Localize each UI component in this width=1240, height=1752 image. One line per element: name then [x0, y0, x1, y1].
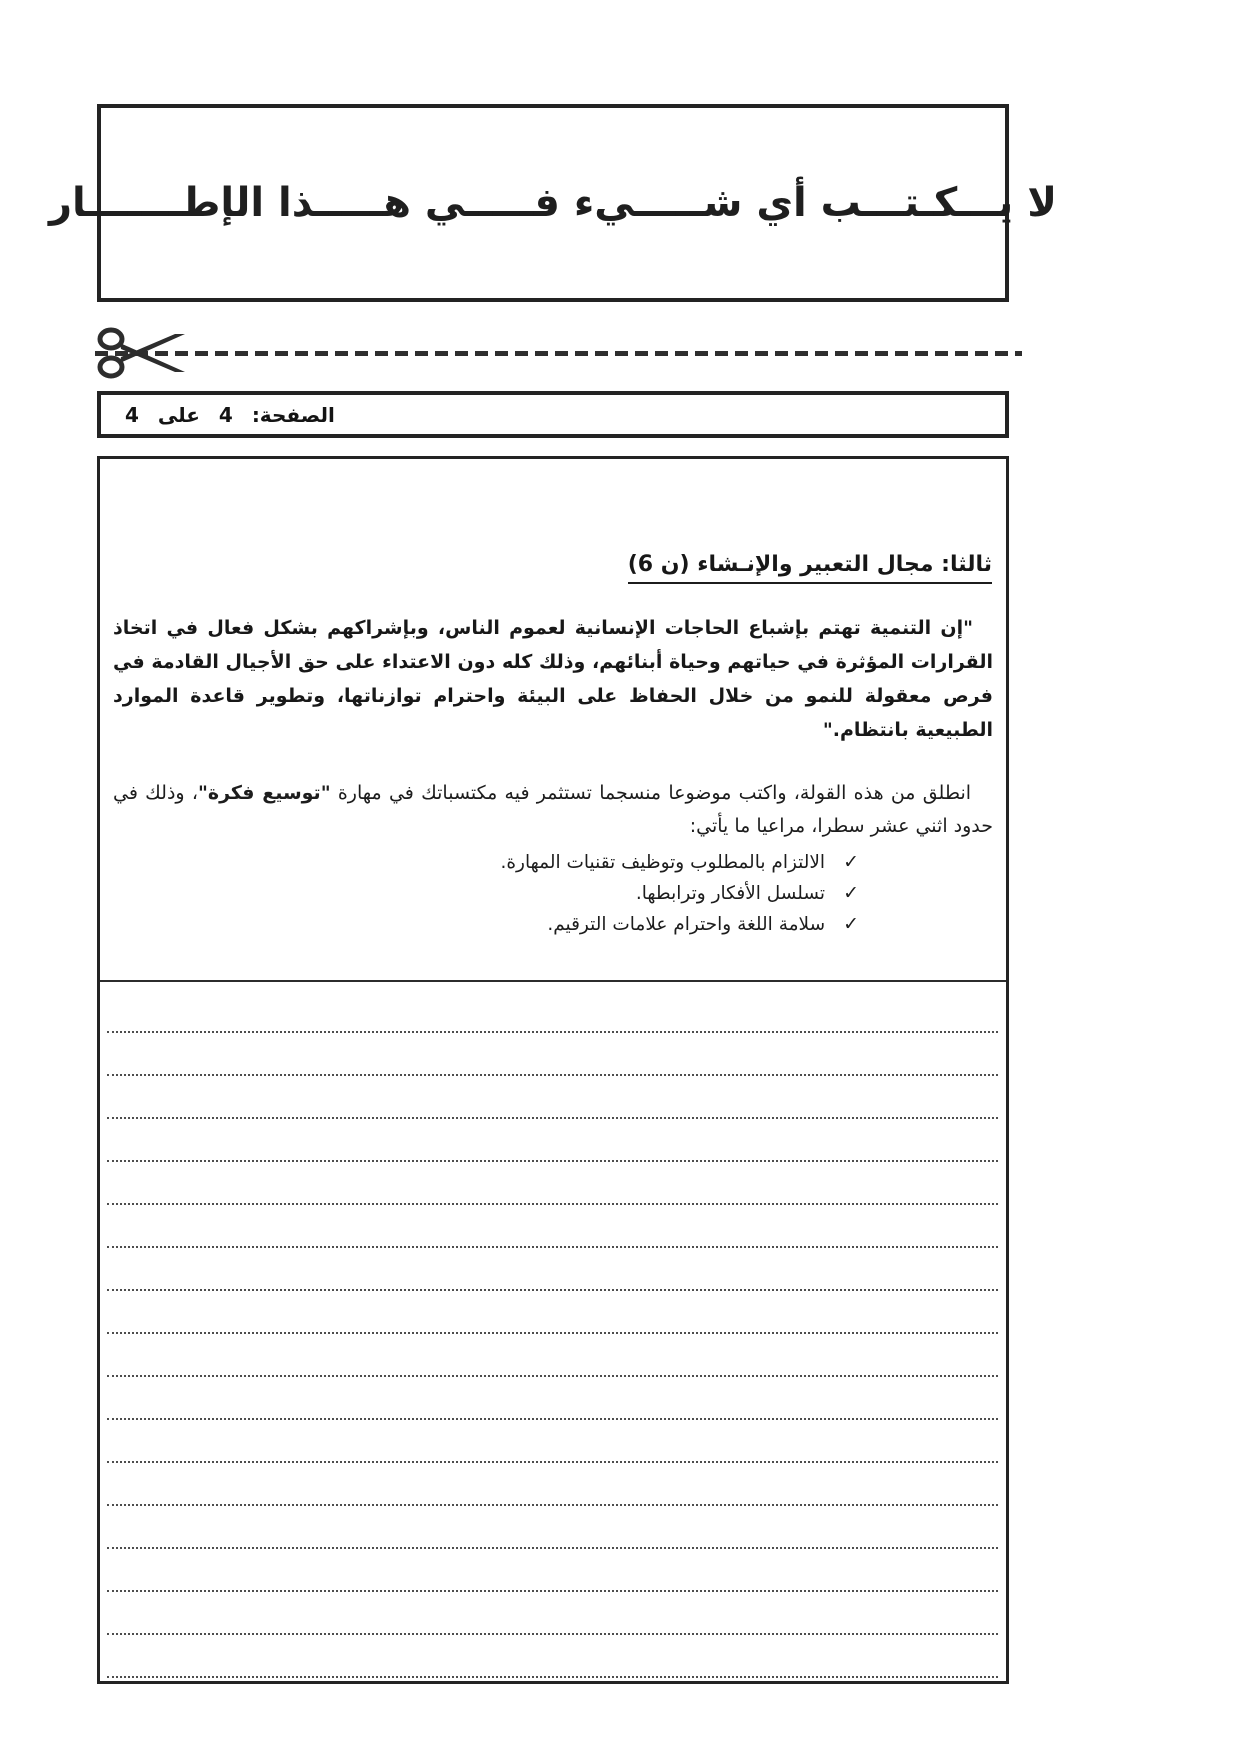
section-title-text: ثالثا: مجال التعبير والإنـشاء: [697, 552, 992, 577]
answer-line: [107, 1033, 998, 1076]
criteria-text: تسلسل الأفكار وترابطها.: [635, 883, 826, 904]
criteria-text: الالتزام بالمطلوب وتوظيف تقنيات المهارة.: [500, 852, 826, 873]
answer-line: [107, 1463, 998, 1506]
answer-divider: [100, 980, 1006, 982]
checkmark-icon: ✓: [843, 913, 859, 935]
page-of-word: على: [157, 402, 200, 427]
answer-line: [107, 1119, 998, 1162]
section-score: (6 ن): [627, 552, 690, 577]
cut-line: [95, 326, 1022, 380]
scissors-icon: [97, 327, 189, 379]
section-title: [100, 549, 992, 581]
criteria-item: [100, 878, 859, 909]
answer-line: [107, 1248, 998, 1291]
answer-line: [107, 1291, 998, 1334]
criteria-list: [100, 847, 859, 940]
answer-line: [107, 1549, 998, 1592]
answer-line: [107, 1205, 998, 1248]
instructions-paragraph: [113, 777, 993, 843]
answer-line: [107, 1506, 998, 1549]
page-number-label: [113, 403, 335, 427]
page-number-bar: [97, 391, 1009, 438]
answer-line: [107, 1334, 998, 1377]
checkmark-icon: ✓: [843, 882, 859, 904]
no-write-text: لا يـــكـتـــب أي شـــــيء فـــــي هـــــذا الإطـــــــار: [48, 180, 1058, 226]
answer-line: [107, 1162, 998, 1205]
skill-name: "توسيع فكرة": [197, 782, 331, 804]
checkmark-icon: ✓: [843, 851, 859, 873]
criteria-item: [100, 847, 859, 878]
answer-line: [107, 1377, 998, 1420]
answer-line: [107, 990, 998, 1033]
answer-line: [107, 1592, 998, 1635]
no-write-frame: [48, 104, 1058, 302]
page-word: الصفحة:: [251, 402, 335, 427]
answer-line: [107, 1635, 998, 1678]
page-current: 4: [218, 402, 233, 427]
answer-line: [107, 1076, 998, 1119]
composition-section: [97, 456, 1009, 1684]
criteria-text: سلامة اللغة واحترام علامات الترقيم.: [547, 914, 826, 935]
quote-paragraph: "إن التنمية تهتم بإشباع الحاجات الإنسانية لعموم الناس، وبإشراكهم بشكل فعال في اتخاذ القرارات المؤثرة في حياتهم وحياة أبنائهم، وذلك كله دون الاعتداء على حق الأجيال القادمة في فرص معقولة للنمو من خلال الحفاظ على البيئة واحترام توازناتها، وتطوير قاعدة الموارد الطبيعية بانتظام.": [113, 617, 993, 741]
page-total: 4: [125, 402, 139, 427]
instructions-part2: ، وذلك في حدود اثني عشر سطرا، مراعيا ما يأتي:: [113, 782, 993, 837]
answer-line: [107, 1420, 998, 1463]
dashed-cut-line: [95, 351, 1022, 356]
answer-lines-area: [107, 990, 998, 1678]
criteria-item: [100, 909, 859, 940]
instructions-part1: انطلق من هذه القولة، واكتب موضوعا منسجما تستثمر فيه مكتسباتك في مهارة: [330, 782, 972, 804]
